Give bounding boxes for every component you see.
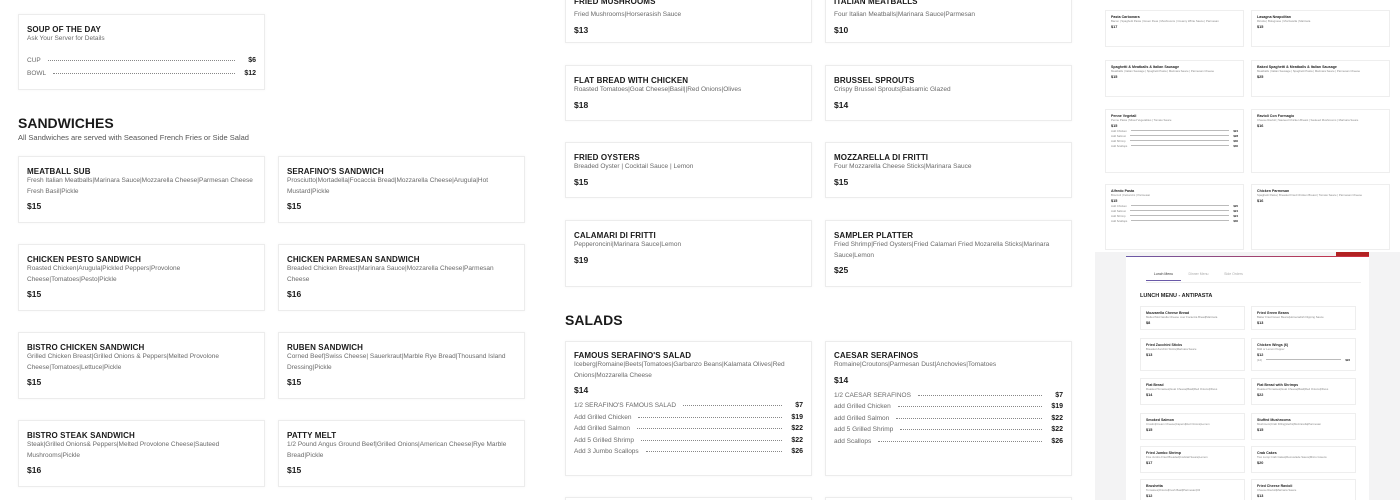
salad-option: add Scallops $26 bbox=[834, 437, 1063, 445]
thumb-card: Spaghetti & Meatballs & Italian Sausage Meatballs | Italian Sausage | Spaghetti Pasta | Marinara Sauce | Parmesan Cheese $15 bbox=[1105, 60, 1244, 97]
soup-option-cup: CUP $6 bbox=[27, 56, 256, 64]
salad-option: Add Grilled Chicken $19 bbox=[574, 413, 803, 421]
salad-option: Add Grilled Salmon $22 bbox=[574, 425, 803, 433]
thumb-card: Ravioli Con Formagio Cheese Ravioli | Sauteed Chicken Breast | Sauteed Mushrooms | Marinara Sauce $16 bbox=[1251, 109, 1390, 173]
menu-item-card: SERAFINO'S SANDWICH Prosciutto|Mortadella|Focaccia Bread|Mozzarella Cheese|Arugula|Hot Mustard|Pickle $15 bbox=[278, 156, 525, 223]
thumb-card: Brushetta Tomatoes|Onions|Fresh Basil|Parmesan|Oil $12 bbox=[1140, 479, 1245, 500]
thumb-card: Fried Green Beans Batter Fried Green Beans|Horseradish Dipping Sauce $13 bbox=[1251, 306, 1356, 330]
soup-card bbox=[18, 14, 265, 90]
menu-item-card: CHICKEN PESTO SANDWICH Roasted Chicken|Arugula|Pickled Peppers|Provolone Cheese|Tomatoes|Pesto|Pickle $15 bbox=[18, 244, 265, 311]
sandwiches-heading: SANDWICHES bbox=[18, 115, 114, 131]
tab-dinner-menu[interactable]: Dinner Menu bbox=[1188, 272, 1209, 276]
salad-card: CAESAR SERAFINOS Romaine|Croutons|Parmesan Dust|Anchovies|Tomatoes $14 1/2 CAESAR SERAFINOS $7 add Grilled Chicken $19 add Grilled Salmon $22 add 5 Grilled Shrimp $22 add Scallops $26 bbox=[825, 341, 1072, 476]
salad-option: Add 3 Jumbo Scallops $26 bbox=[574, 448, 803, 456]
thumb-card: Pasta Carbonara Bacon | Spaghetti Pasta | Green Peas | Mushrooms | Creamy White Sauce | Parmesan $17 bbox=[1105, 10, 1244, 47]
thumb-card: Chicken Wings (6) Mild or Lemon Pepper $12 (12) $22 bbox=[1251, 338, 1356, 371]
thumb-card: Alfredo Pasta Broccoli | Fettuccini | Parmesan $15 Add Chicken $20 Add Salmon $24 Add Shrimp $24 Add Scallops $30 bbox=[1105, 184, 1244, 250]
thumb-card: Flat Bread Roasted Tomatoes|Goat Cheese|Basil|Red Onions|Olives $14 bbox=[1140, 378, 1245, 405]
menu-item-card: RUBEN SANDWICH Corned Beef|Swiss Cheese| Sauerkraut|Marble Rye Bread|Thousand Island Dressing|Pickle $15 bbox=[278, 332, 525, 399]
thumb-card: Fried Cheese Ravioli Cheese Ravioli|Marinara Sauce $13 bbox=[1251, 479, 1356, 500]
antipasta-heading: LUNCH MENU - ANTIPASTA bbox=[1140, 293, 1213, 299]
thumb-card: Chicken Parmesan Spaghetti Pasta | Breaded Fried Chicken Breast | Tomato Sauce | Parmesan Cheese $16 bbox=[1251, 184, 1390, 250]
menu-item-card: FRIED MUSHROOMS Fried Mushrooms|Horserasish Sauce $13 bbox=[565, 0, 812, 43]
salad-option: add Grilled Chicken $19 bbox=[834, 403, 1063, 411]
thumb-card: Penne Vegetali Penne Pasta | Mixed Vegetables | Tomato Sauce $15 Add Chicken $24 Add Salmon $28 Add Shrimp $30 Add Scallops $30 bbox=[1105, 109, 1244, 173]
salad-card: FAMOUS SERAFINO'S SALAD Iceberg|Romaine|Beets|Tomatoes|Garbanzo Beans|Kalamata Olives|Red Onions|Mozzarella Cheese $14 1/2 SERAFINO'S FAMOUS SALAD $7 Add Grilled Chicken $19 Add Grilled Salmon $22 Add 5 Grilled Shrimp $22 Add 3 Jumbo Scallops $26 bbox=[565, 341, 812, 476]
thumb-card: Mozzarella Cheese Bread Melted Mozzarella Cheese over Focaccia Bread|Marinara $8 bbox=[1140, 306, 1245, 330]
header-gradient-line bbox=[1126, 256, 1369, 257]
soup-option-bowl: BOWL $12 bbox=[27, 69, 256, 77]
menu-item-card: CHICKEN PARMESAN SANDWICH Breaded Chicken Breast|Marinara Sauce|Mozzarella Cheese|Parmesan Cheese $16 bbox=[278, 244, 525, 311]
menu-item-card: BISTRO STEAK SANDWICH Steak|Grilled Onions& Peppers|Melted Provolone Cheese|Sauteed Mushrooms|Pickle $16 bbox=[18, 420, 265, 487]
thumb-card: Fried Jumbo Shrimp Five Jumbo Fried Breaded|Cocktail Sauce|Lemon $17 bbox=[1140, 446, 1245, 473]
thumb-card: Smoked Salmon Crostini|Cream Cheese|Capers|Red Onions|Lemon $15 bbox=[1140, 413, 1245, 440]
salads-heading: SALADS bbox=[565, 312, 623, 328]
sandwiches-subtitle: All Sandwiches are served with Seasoned French Fries or Side Salad bbox=[18, 133, 249, 142]
tab-lunch-menu[interactable]: Lunch Menu bbox=[1146, 272, 1181, 281]
thumb-card: Stuffed Mushrooms Mushroom|Crab Filling|Herbs|Mozzarella|Parmesan $15 bbox=[1251, 413, 1356, 440]
menu-item-card: ITALIAN MEATBALLS Four Italian Meatballs|Marinara Sauce|Parmesan $10 bbox=[825, 0, 1072, 43]
menu-item-card: FLAT BREAD WITH CHICKEN Roasted Tomatoes|Goat Cheese|Basil||Red Onions|Olives $18 bbox=[565, 65, 812, 121]
menu-item-card: BISTRO CHICKEN SANDWICH Grilled Chicken Breast|Grilled Onions & Peppers|Melted Provolone Cheese|Tomatoes|Lettuce|Pickle $15 bbox=[18, 332, 265, 399]
salad-option: Add 5 Grilled Shrimp $22 bbox=[574, 436, 803, 444]
salad-option: 1/2 SERAFINO'S FAMOUS SALAD $7 bbox=[574, 402, 803, 410]
menu-item-card: PATTY MELT 1/2 Pound Angus Ground Beef|Grilled Onions|American Cheese|Rye Marble Bread|Pickle $15 bbox=[278, 420, 525, 487]
thumb-card: Baked Spaghetti & Meatballs & Italian Sausage Meatballs | Italian Sausage | Spaghetti Pasta | Marinara Sauce | Parmesan Cheese $25 bbox=[1251, 60, 1390, 97]
thumb-card: Crab Cakes Two Lump Crab Cakes|Remoulade Sauce|Micro Greens $20 bbox=[1251, 446, 1356, 473]
menu-item-card: SAMPLER PLATTER Fried Shrimp|Fried Oysters|Fried Calamari Fried Mozarella Sticks|Marinara Sauce|Lemon $25 bbox=[825, 220, 1072, 287]
menu-tabs bbox=[1146, 272, 1251, 281]
tab-side-orders[interactable]: Side Orders bbox=[1224, 272, 1243, 276]
menu-item-card: FRIED OYSTERS Breaded Oyster | Cocktail Sauce | Lemon $15 bbox=[565, 142, 812, 198]
salad-option: add 5 Grilled Shrimp $22 bbox=[834, 426, 1063, 434]
antipasta-menu-thumbnail bbox=[1095, 252, 1400, 500]
menu-item-card: MOZZARELLA DI FRITTI Four Mozzarella Cheese Sticks|Marinara Sauce $15 bbox=[825, 142, 1072, 198]
menu-item-card: MEATBALL SUB Fresh Italian Meatballs|Marinara Sauce|Mozzarella Cheese|Parmesan Cheese Fresh Basil|Pickle $15 bbox=[18, 156, 265, 223]
salad-option: add Grilled Salmon $22 bbox=[834, 414, 1063, 422]
menu-item-card: BRUSSEL SPROUTS Crispy Brussel Sprouts|Balsamic Glazed $14 bbox=[825, 65, 1072, 121]
thumb-card: Flat Bread with Shrimps Roasted Tomatoes|Goat Cheese|Basil|Red Onions|Olives $22 bbox=[1251, 378, 1356, 405]
soup-title: SOUP OF THE DAY bbox=[27, 25, 101, 34]
pasta-menu-thumbnail bbox=[1095, 0, 1400, 252]
soup-desc: Ask Your Server for Details bbox=[27, 35, 105, 42]
salad-option: 1/2 CAESAR SERAFINOS $7 bbox=[834, 391, 1063, 399]
thumb-card: Fried Zucchini Sticks Breaded Zucchini Sticks|Marinara Sauce $13 bbox=[1140, 338, 1245, 371]
thumb-card: Lasagna Neapolitan Ricotta | Bolognese | Mozzarella | Marinara $15 bbox=[1251, 10, 1390, 47]
menu-item-card: CALAMARI DI FRITTI Pepperoncini|Marinara Sauce|Lemon $19 bbox=[565, 220, 812, 287]
